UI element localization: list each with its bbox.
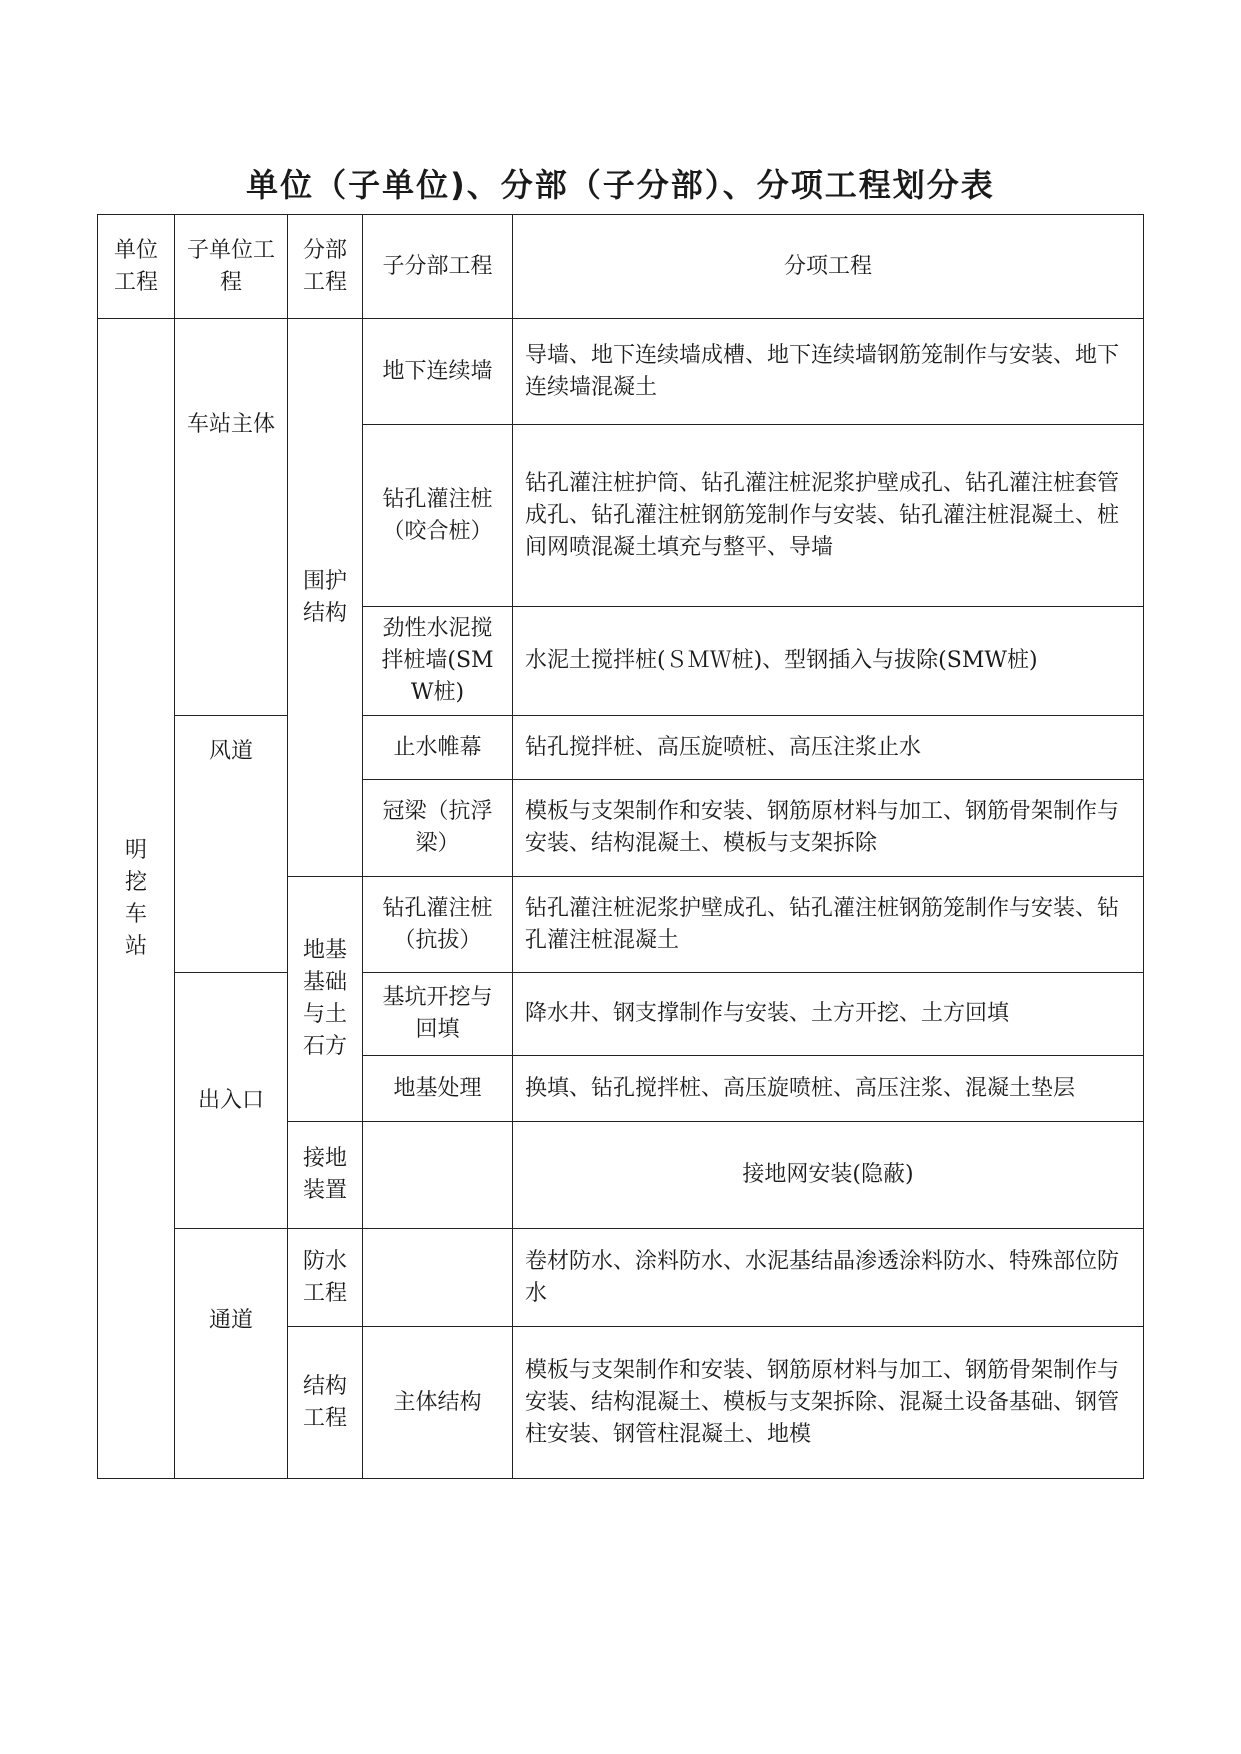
sub-unit-cell: 风道	[175, 716, 288, 973]
header-item: 分项工程	[513, 215, 1144, 319]
table-row	[98, 973, 1144, 1056]
item-cell: 钻孔搅拌桩、高压旋喷桩、高压注浆止水	[513, 716, 1144, 780]
sub-division-cell: 地下连续墙	[363, 319, 513, 425]
table-row	[98, 319, 1144, 425]
sub-division-cell: 地基处理	[363, 1056, 513, 1122]
item-cell: 水泥土搅拌桩(ＳＭＷ桩)、型钢插入与拔除(SMW桩)	[513, 607, 1144, 716]
sub-division-cell: 主体结构	[363, 1327, 513, 1479]
item-cell: 导墙、地下连续墙成槽、地下连续墙钢筋笼制作与安装、地下连续墙混凝土	[513, 319, 1144, 425]
header-sub-division: 子分部工程	[363, 215, 513, 319]
header-row	[98, 215, 1144, 319]
item-cell: 换填、钻孔搅拌桩、高压旋喷桩、高压注浆、混凝土垫层	[513, 1056, 1144, 1122]
division-cell: 接地装置	[288, 1122, 363, 1229]
item-cell: 钻孔灌注桩泥浆护壁成孔、钻孔灌注桩钢筋笼制作与安装、钻孔灌注桩混凝土	[513, 877, 1144, 973]
unit-cell: 明挖车站	[98, 319, 175, 1479]
sub-division-cell: 基坑开挖与回填	[363, 973, 513, 1056]
table-row	[98, 1229, 1144, 1327]
item-cell: 接地网安装(隐蔽)	[513, 1122, 1144, 1229]
sub-division-cell	[363, 1122, 513, 1229]
sub-division-cell: 钻孔灌注桩（咬合桩）	[363, 425, 513, 607]
division-table	[97, 214, 1144, 1479]
sub-division-cell: 冠梁（抗浮梁）	[363, 780, 513, 877]
sub-division-cell: 钻孔灌注桩（抗拔）	[363, 877, 513, 973]
sub-unit-cell: 通道	[175, 1229, 288, 1479]
item-cell: 钻孔灌注桩护筒、钻孔灌注桩泥浆护壁成孔、钻孔灌注桩套管成孔、钻孔灌注桩钢筋笼制作与安装、钻孔灌注桩混凝土、桩间网喷混凝土填充与整平、导墙	[513, 425, 1144, 607]
item-cell: 卷材防水、涂料防水、水泥基结晶渗透涂料防水、特殊部位防水	[513, 1229, 1144, 1327]
sub-unit-cell: 车站主体	[175, 319, 288, 716]
page-title: 单位（子单位)、分部（子分部）、分项工程划分表	[246, 166, 995, 204]
sub-division-cell	[363, 1229, 513, 1327]
sub-unit-cell: 出入口	[175, 973, 288, 1229]
item-cell: 模板与支架制作和安装、钢筋原材料与加工、钢筋骨架制作与安装、结构混凝土、模板与支架拆除、混凝土设备基础、钢管柱安装、钢管柱混凝土、地模	[513, 1327, 1144, 1479]
division-cell: 防水工程	[288, 1229, 363, 1327]
division-cell: 结构工程	[288, 1327, 363, 1479]
table-row	[98, 716, 1144, 780]
sub-division-cell: 劲性水泥搅拌桩墙(SMW桩)	[363, 607, 513, 716]
header-division: 分部工程	[288, 215, 363, 319]
item-cell: 模板与支架制作和安装、钢筋原材料与加工、钢筋骨架制作与安装、结构混凝土、模板与支架拆除	[513, 780, 1144, 877]
header-unit: 单位工程	[98, 215, 175, 319]
header-sub-unit: 子单位工程	[175, 215, 288, 319]
sub-division-cell: 止水帷幕	[363, 716, 513, 780]
division-cell: 围护结构	[288, 319, 363, 877]
division-cell: 地基基础与土石方	[288, 877, 363, 1122]
item-cell: 降水井、钢支撑制作与安装、土方开挖、土方回填	[513, 973, 1144, 1056]
